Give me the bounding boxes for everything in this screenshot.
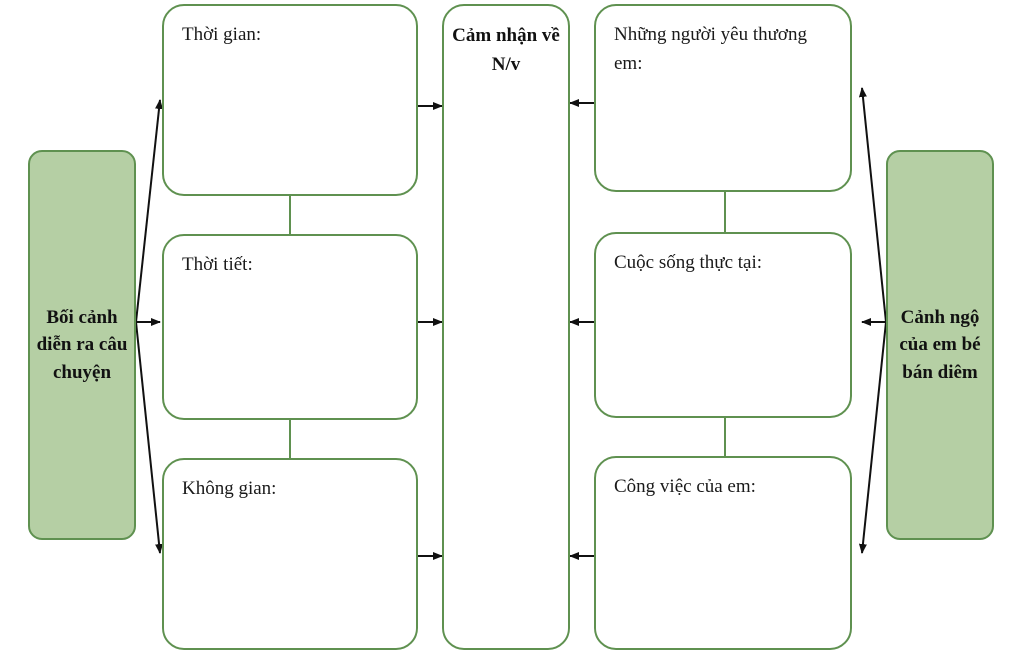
left-item-2-label: Không gian: (182, 478, 277, 499)
right-group-box (886, 150, 994, 540)
left-item-1-box[interactable] (162, 234, 418, 420)
left-group-label: Bối cảnh diễn ra câu chuyện (36, 306, 128, 383)
left-item-2-box[interactable] (162, 458, 418, 650)
left-item-0-label: Thời gian: (182, 24, 262, 45)
left-group-box (28, 150, 136, 540)
center-box[interactable] (442, 4, 570, 650)
center-label: Cảm nhận về N/v (452, 25, 560, 75)
right-item-2-box[interactable] (594, 456, 852, 650)
right-group-label: Cảnh ngộ của em bé bán diêm (899, 306, 981, 383)
right-item-0-box[interactable] (594, 4, 852, 192)
right-item-1-box[interactable] (594, 232, 852, 418)
right-item-2-label: Công việc của em: (614, 476, 756, 497)
left-item-1-label: Thời tiết: (182, 254, 253, 275)
left-item-0-box[interactable] (162, 4, 418, 196)
right-item-1-label: Cuộc sống thực tại: (614, 252, 763, 273)
right-item-0-label: Những người yêu thương em: (614, 24, 807, 75)
